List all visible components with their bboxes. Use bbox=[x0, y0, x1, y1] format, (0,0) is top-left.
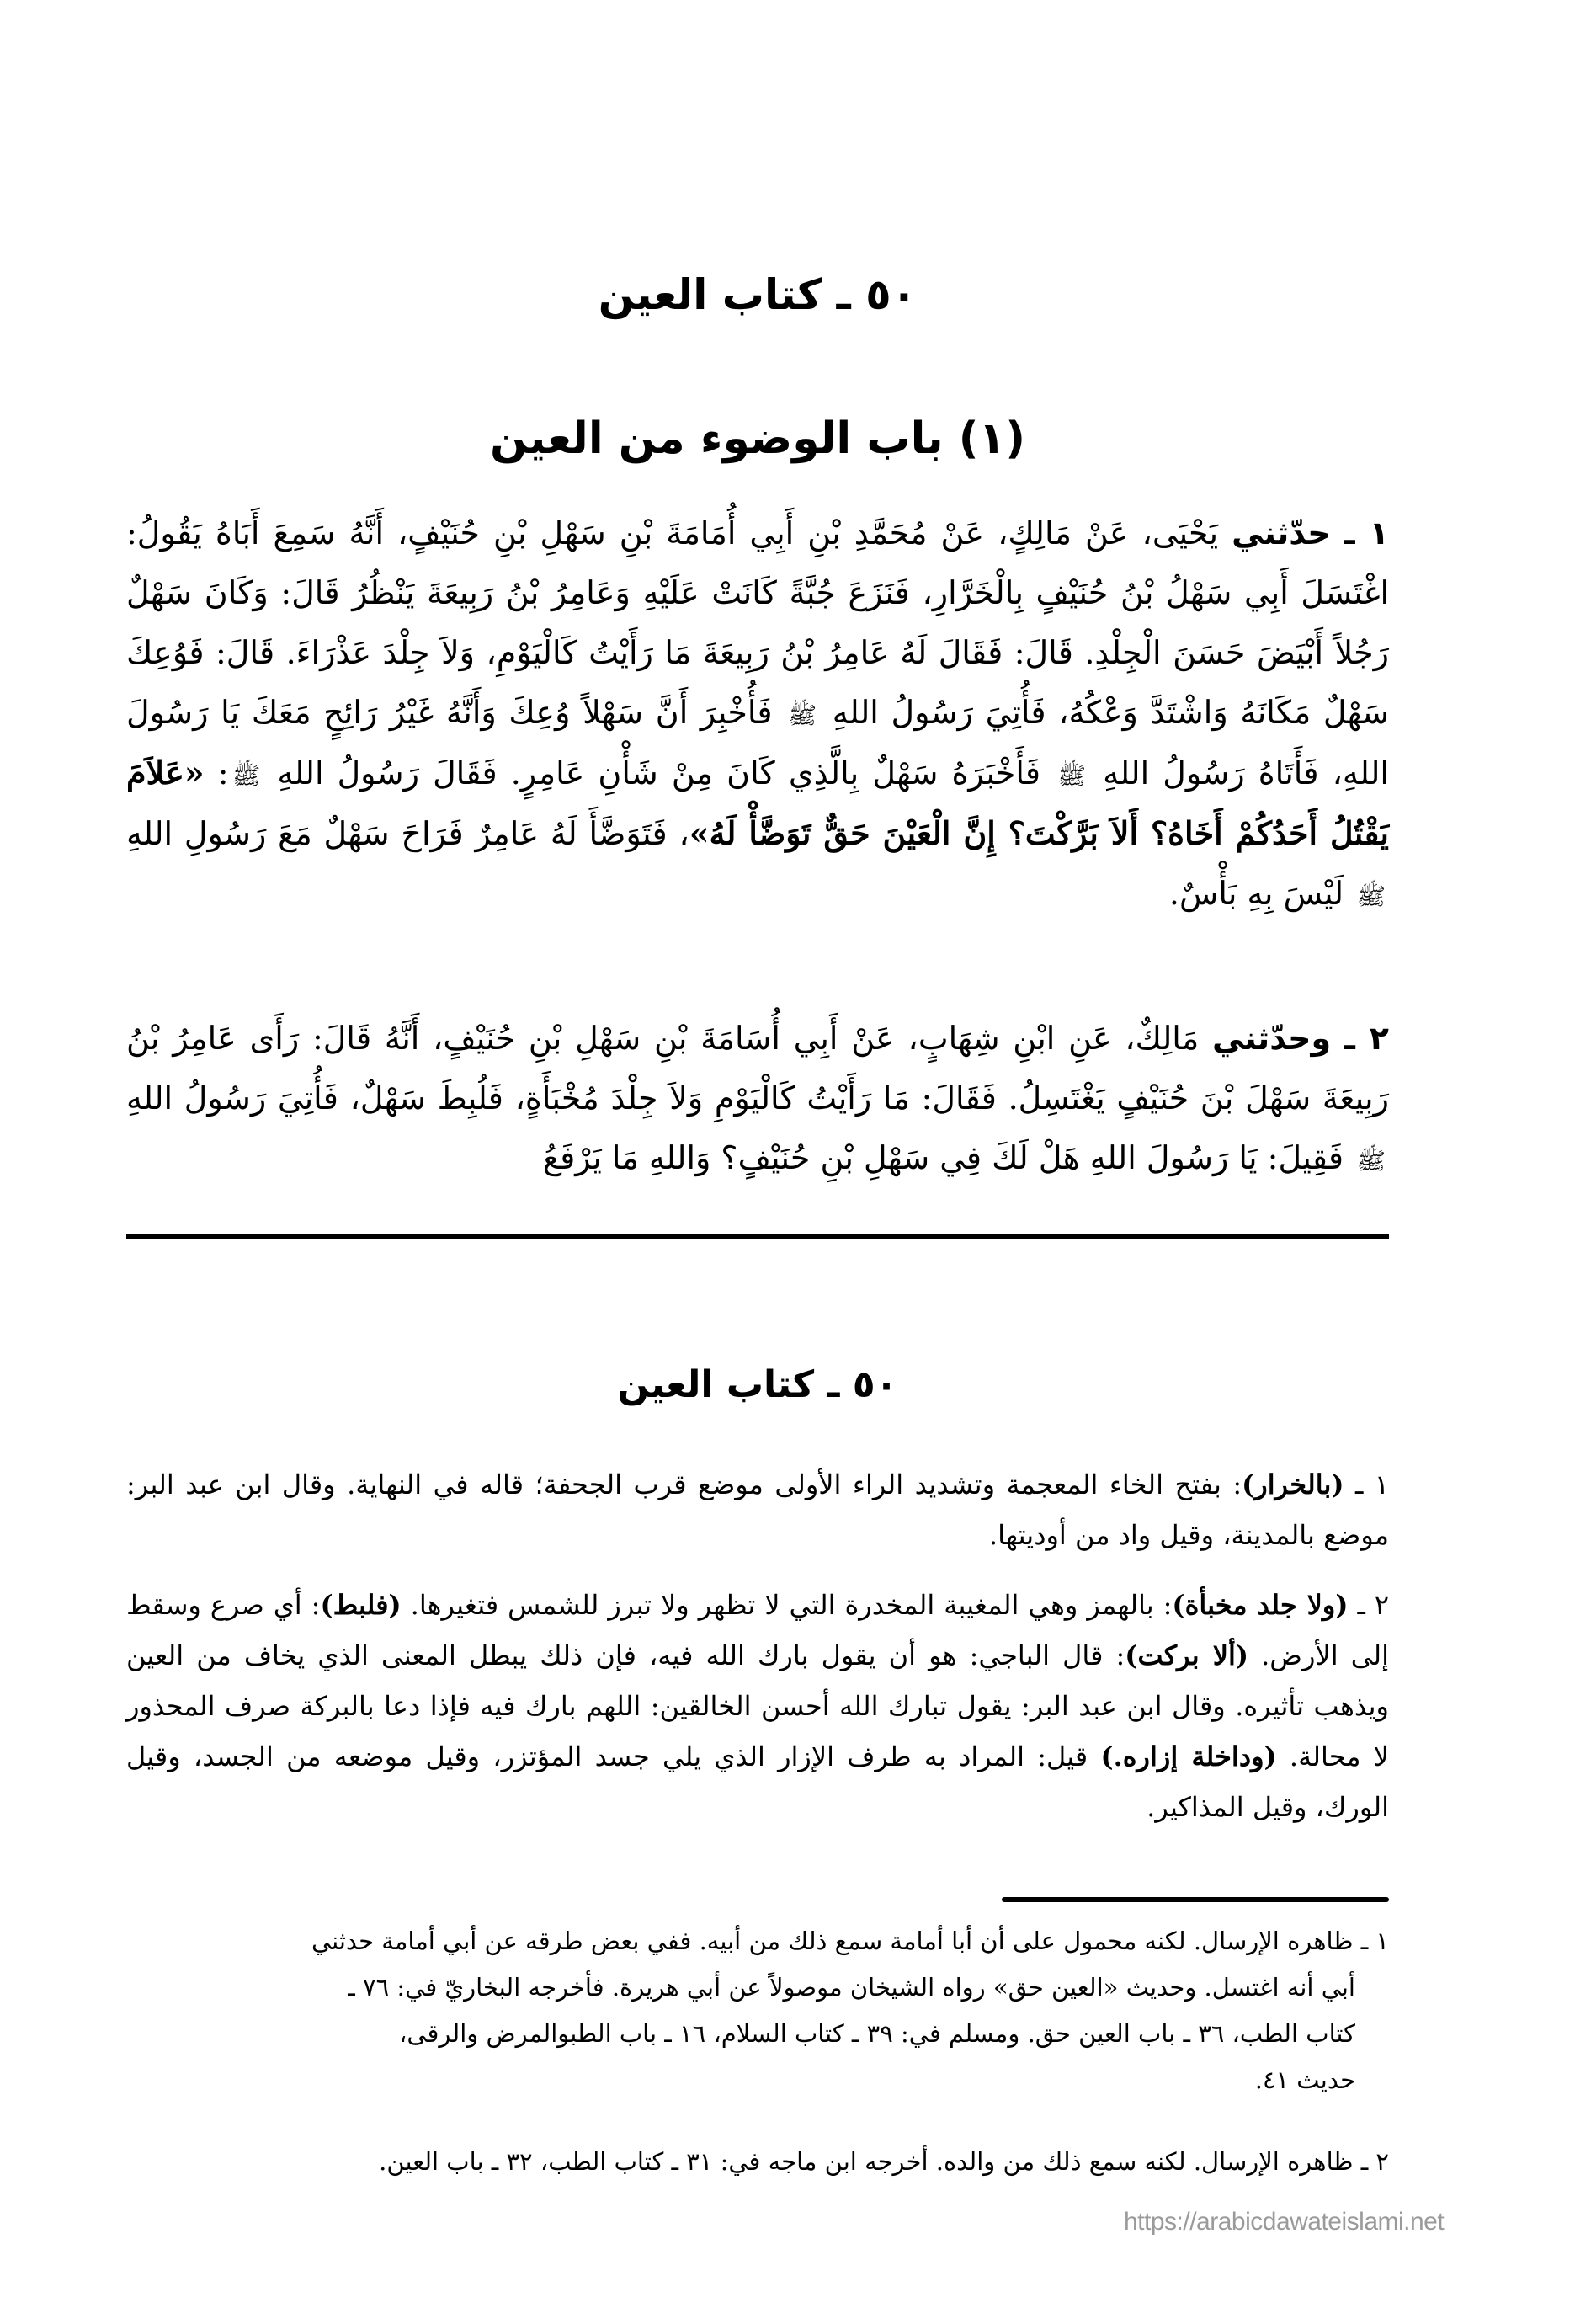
hadith-lead: وحدّثني bbox=[1211, 1020, 1332, 1057]
hadith-1 bbox=[126, 504, 1389, 924]
hadith-lead: حدّثني bbox=[1232, 514, 1331, 552]
salawat-icon: ﷺ bbox=[788, 701, 817, 729]
footnote-line: ٢ ـ ظاهره الإرسال. لكنه سمع ذلك من والده. أخرجه ابن ماجه في: ٣١ ـ كتاب الطب، ٣٢ ـ باب العين. bbox=[379, 2147, 1389, 2176]
commentary-note-2 bbox=[126, 1580, 1389, 1832]
note-term: (وداخلة إزاره.) bbox=[1100, 1740, 1277, 1772]
note-term: (بالخرار) bbox=[1242, 1468, 1344, 1500]
prophetic-quote: «عَلاَمَ يَقْتُلُ أَحَدُكُمْ أَخَاهُ؟ أَلاَ بَرَّكْتَ؟ إِنَّ الْعَيْنَ حَقٌّ تَوَضَّأْ لَهُ» bbox=[126, 754, 1389, 852]
hadith-text: يَحْيَى، عَنْ مَالِكٍ، عَنْ مُحَمَّدِ بْنِ أَبِي أُمَامَةَ بْنِ سَهْلِ بْنِ حُنَيْفٍ، أَنَّهُ سَمِعَ أَبَاهُ يَقُولُ: اغْتَسَلَ أَبِي سَهْلُ بْنُ حُنَيْفٍ بِالْخَرَّارِ، فَنَزَعَ جُبَّةً كَانَتْ عَلَيْهِ وَعَامِرُ بْنُ رَبِيعَةَ يَنْظُرُ قَالَ: وَكَانَ سَهْلٌ رَجُلاً أَبْيَضَ حَسَنَ الْجِلْدِ. قَالَ: فَقَالَ لَهُ عَامِرُ بْنُ رَبِيعَةَ مَا رَأَيْتُ كَالْيَوْمِ، وَلاَ جِلْدَ عَذْرَاءَ. قَالَ: فَوُعِكَ سَهْلٌ مَكَانَهُ وَاشْتَدَّ وَعْكُهُ، فَأُتِيَ رَسُولُ اللهِ bbox=[126, 514, 1389, 731]
commentary-note-1 bbox=[126, 1459, 1389, 1560]
note-term: (ولا جلد مخبأة) bbox=[1172, 1589, 1349, 1621]
note-text: : أي صرع وسقط إلى الأرض. bbox=[126, 1589, 1390, 1671]
salawat-icon: ﷺ bbox=[1357, 1146, 1386, 1175]
hadith-number: ٢ ـ bbox=[1344, 1020, 1389, 1057]
note-text: : بفتح الخاء المعجمة وتشديد الراء الأولى موضع قرب الجحفة؛ قاله في النهاية. وقال ابن عبد البر: موضع بالمدينة، وقيل واد من أوديتها. bbox=[126, 1468, 1389, 1551]
hadith-2 bbox=[126, 1009, 1389, 1188]
note-number: ٢ ـ bbox=[1357, 1589, 1390, 1621]
footnote-divider bbox=[1002, 1897, 1389, 1902]
chapter-title: (١) باب الوضوء من العين bbox=[489, 413, 1026, 464]
main-text-divider bbox=[126, 1234, 1389, 1239]
hadith-text: ، فَتَوَضَّأَ لَهُ عَامِرٌ فَرَاحَ سَهْلٌ مَعَ رَسُولِ اللهِ bbox=[126, 815, 689, 852]
book-title: ٥٠ ـ كتاب العين bbox=[598, 270, 918, 319]
hadith-text: فَقِيلَ: يَا رَسُولَ اللهِ هَلْ لَكَ فِي سَهْلِ بْنِ حُنَيْفٍ؟ وَاللهِ مَا يَرْفَعُ bbox=[542, 1139, 1354, 1176]
hadith-text: لَيْسَ بِهِ بَأْسٌ. bbox=[1168, 875, 1354, 912]
salawat-icon: ﷺ bbox=[231, 761, 261, 790]
hadith-text: فَأُخْبِرَ أَنَّ سَهْلاً وُعِكَ وَأَنَّهُ غَيْرُ رَائِحٍ مَعَكَ يَا رَسُولَ اللهِ، فَأَتَاهُ رَسُولُ اللهِ bbox=[126, 694, 1389, 792]
note-text: قيل: المراد به طرف الإزار الذي يلي جسد المؤتزر، وقيل موضعه من الجسد، وقيل الورك، وقيل المذاكير. bbox=[126, 1740, 1389, 1823]
note-text: : بالهمز وهي المغيبة المخدرة التي لا تظهر ولا تبرز للشمس فتغيرها. bbox=[401, 1589, 1173, 1621]
note-term: (فلبط) bbox=[320, 1589, 402, 1621]
note-text: : قال الباجي: هو أن يقول بارك الله فيه، فإن ذلك يبطل المعنى الذي يخاف من العين ويذهب تأثيره. وقال ابن عبد البر: يقول تبارك الله أحسن الخالقين: اللهم بارك فيه فإذا دعا بالبركة صرف المحذور لا محالة. bbox=[126, 1639, 1390, 1772]
footnote-line: حديث ٤١. bbox=[1254, 2065, 1355, 2094]
hadith-number: ١ ـ bbox=[1344, 514, 1389, 552]
salawat-icon: ﷺ bbox=[1057, 761, 1086, 790]
footnote-1 bbox=[126, 1918, 1389, 2103]
book-page bbox=[126, 0, 1389, 2324]
watermark-url: https://arabicdawateislami.net bbox=[1124, 2208, 1445, 2236]
footnote-line: أبي أنه اغتسل. وحديث «العين حق» رواه الشيخان موصولاً عن أبي هريرة. فأخرجه البخاريّ في: ٧٦ ـ bbox=[348, 1973, 1355, 2002]
note-term: (ألا بركت) bbox=[1125, 1639, 1249, 1671]
hadith-text: : bbox=[204, 754, 229, 792]
hadith-text: مَالِكٌ، عَنِ ابْنِ شِهَابٍ، عَنْ أَبِي أُسَامَةَ بْنِ سَهْلِ بْنِ حُنَيْفٍ، أَنَّهُ قَالَ: رَأَى عَامِرُ بْنُ رَبِيعَةَ سَهْلَ بْنَ حُنَيْفٍ يَغْتَسِلُ. فَقَالَ: مَا رَأَيْتُ كَالْيَوْمِ وَلاَ جِلْدَ مُخْبَأَةٍ، فَلُبِطَ سَهْلٌ، فَأُتِيَ رَسُولُ اللهِ bbox=[126, 1020, 1389, 1117]
commentary-title: ٥٠ ـ كتاب العين bbox=[617, 1363, 898, 1406]
hadith-text: فَأَخْبَرَهُ سَهْلٌ بِالَّذِي كَانَ مِنْ شَأْنِ عَامِرٍ. فَقَالَ رَسُولُ اللهِ bbox=[277, 754, 1055, 792]
salawat-icon: ﷺ bbox=[1357, 882, 1386, 910]
footnote-line: كتاب الطب، ٣٦ ـ باب العين حق. ومسلم في: ٣٩ ـ كتاب السلام، ١٦ ـ باب الطبوالمرض والرقى، bbox=[399, 2019, 1355, 2048]
footnote-line: ١ ـ ظاهره الإرسال. لكنه محمول على أن أبا أمامة سمع ذلك من أبيه. ففي بعض طرقه عن أبي أمامة حدثني bbox=[311, 1927, 1389, 1955]
footnote-2 bbox=[126, 2139, 1389, 2185]
note-number: ١ ـ bbox=[1354, 1468, 1390, 1500]
